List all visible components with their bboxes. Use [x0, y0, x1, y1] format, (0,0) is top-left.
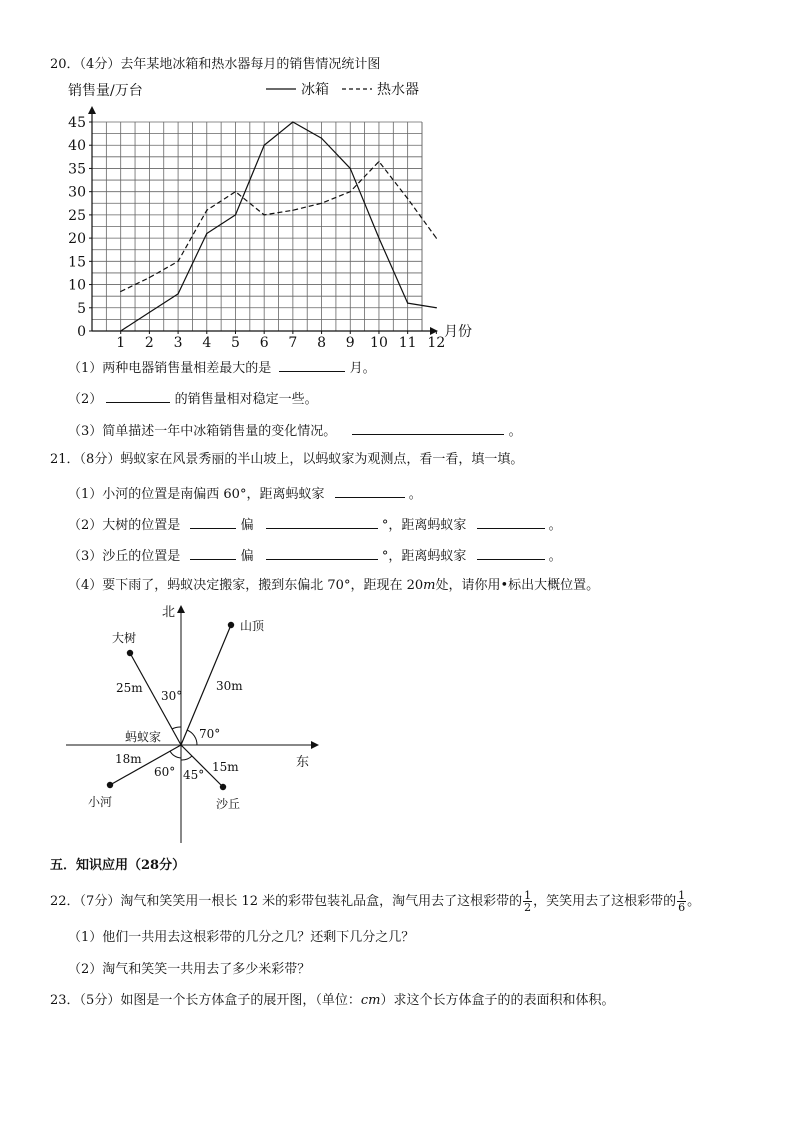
heater-point-2 [149, 277, 150, 278]
y-tick-label: 10 [68, 277, 86, 294]
y-tick-label: 5 [77, 300, 86, 317]
fridge-point-5 [235, 214, 236, 215]
chart-grid [92, 122, 422, 331]
q21-sub4-text: （4）要下雨了，蚂蚁决定搬家，搬到东偏北 70°，距现在 20 [68, 578, 424, 593]
north-label: 北 [162, 605, 176, 620]
fridge-point-1 [120, 330, 121, 331]
q21-sub1 [68, 483, 422, 504]
label-dune: 沙丘 [216, 797, 241, 811]
label-tree: 大树 [112, 631, 137, 645]
x-tick-label: 9 [345, 335, 355, 351]
q21-sub3-suffix: 。 [548, 549, 562, 564]
q23-text-pre: 23．（5分）如图是一个长方体盒子的展开图，（单位： [50, 993, 361, 1008]
heater-point-5 [235, 191, 236, 192]
heater-point-11 [407, 198, 408, 199]
label-river: 小河 [88, 795, 113, 809]
q23-title [50, 992, 614, 1010]
q20-sub3-suffix: 。 [508, 424, 522, 439]
q20-sub1-suffix: 月。 [349, 361, 376, 376]
x-tick-label: 6 [259, 335, 269, 351]
q21-answer-dune-distance[interactable] [477, 545, 545, 560]
heater-point-12 [436, 238, 437, 239]
chart-legend [266, 81, 419, 98]
point-hilltop [228, 622, 234, 628]
x-tick-label: 5 [231, 335, 240, 351]
x-tick-label: 12 [427, 335, 446, 351]
q21-answer-tree-distance[interactable] [477, 514, 545, 529]
y-tick-label: 35 [68, 161, 86, 178]
y-tick-label: 40 [68, 138, 86, 155]
heater-point-4 [206, 210, 207, 211]
q21-sub1-text: （1）小河的位置是南偏西 60°，距离蚂蚁家 [68, 487, 325, 502]
fridge-point-7 [292, 121, 293, 122]
q22-title [50, 889, 700, 915]
point-river [107, 782, 113, 788]
dist-tree: 25m [116, 681, 143, 695]
frac2-denominator: 6 [678, 901, 686, 914]
x-tick-label: 7 [288, 335, 298, 351]
q20-sub3-text: （3）简单描述一年中冰箱销售量的变化情况。 [68, 424, 337, 439]
q22-text-pre: 22．（7分）淘气和笑笑用一根长 12 米的彩带包装礼品盒，淘气用去了这根彩带的 [50, 894, 523, 909]
q21-sub2-dir: 偏 [240, 518, 254, 533]
q21-answer-tree-dir2[interactable] [266, 514, 378, 529]
y-tick-label: 30 [68, 184, 86, 201]
q23-text-post: ）求这个长方体盒子的的表面积和体积。 [380, 993, 615, 1008]
q22-text-mid: ，笑笑用去了这根彩带的 [533, 894, 677, 909]
q21-sub2-mid: °，距离蚂蚁家 [381, 518, 467, 533]
q23-unit: cm [360, 993, 381, 1008]
angle-60: 60° [154, 765, 176, 779]
fridge-point-3 [177, 293, 178, 294]
arc-30 [172, 727, 181, 729]
x-tick-label: 1 [116, 335, 126, 351]
legend-label-fridge: 冰箱 [301, 82, 329, 98]
label-origin: 蚂蚁家 [125, 730, 162, 744]
x-tick-label: 3 [173, 335, 183, 351]
q21-sub4 [68, 577, 599, 595]
q22-sub2: （2）淘气和笑笑一共用去了多少米彩带？ [68, 962, 311, 977]
point-dune [220, 784, 226, 790]
heater-point-1 [120, 291, 121, 292]
y-tick-label: 15 [68, 254, 86, 271]
q21-sub2 [68, 514, 562, 535]
angle-30: 30° [161, 689, 183, 703]
x-tick-label: 2 [144, 335, 154, 351]
q20-sub2 [68, 388, 318, 409]
q20-answer-1[interactable] [279, 357, 345, 372]
q21-sub4-unit: m [423, 578, 436, 593]
dist-dune: 15m [212, 760, 239, 774]
section-5-heading: 五．知识应用（28分） [50, 858, 186, 873]
point-tree [127, 650, 133, 656]
x-tick-label: 4 [202, 335, 212, 351]
sales-line-chart [0, 0, 794, 355]
angle-45: 45° [183, 768, 205, 782]
q20-sub2-prefix: （2） [68, 392, 103, 407]
x-axis-label: 月份 [444, 324, 472, 340]
angle-70: 70° [199, 727, 221, 741]
arc-45 [181, 756, 192, 760]
q20-sub2-text: 的销售量相对稳定一些。 [174, 392, 318, 407]
q22-sub1: （1）他们一共用去这根彩带的几分之几？还剩下几分之几？ [68, 930, 415, 945]
chart-axes [68, 106, 445, 351]
frac1-numerator: 1 [524, 889, 532, 902]
dist-hilltop: 30m [216, 679, 243, 693]
fridge-point-12 [436, 307, 437, 308]
q21-sub3 [68, 545, 562, 566]
x-tick-label: 11 [398, 335, 417, 351]
q21-sub3-text: （3）沙丘的位置是 [68, 549, 181, 564]
q21-answer-dune-dir2[interactable] [266, 545, 378, 560]
q22-text-post: 。 [687, 894, 701, 909]
fridge-point-10 [378, 238, 379, 239]
arc-70 [187, 730, 197, 745]
x-tick-label: 8 [317, 335, 327, 351]
fraction-one-sixth [677, 890, 686, 913]
arc-60 [170, 751, 181, 758]
heater-point-6 [264, 214, 265, 215]
fridge-point-9 [350, 168, 351, 169]
east-label: 东 [296, 755, 310, 770]
q21-sub4-suffix: 处，请你用•标出大概位置。 [435, 578, 600, 593]
q21-sub2-text: （2）大树的位置是 [68, 518, 181, 533]
direction-diagram[interactable] [0, 600, 794, 860]
q21-title: 21．（8分）蚂蚁家在风景秀丽的半山坡上，以蚂蚁家为观测点，看一看，填一填。 [50, 452, 524, 467]
fridge-point-6 [264, 145, 265, 146]
q20-answer-2[interactable] [106, 388, 170, 403]
fraction-one-half [523, 890, 532, 913]
heater-point-10 [378, 161, 379, 162]
y-tick-label: 0 [77, 324, 86, 340]
fridge-point-4 [206, 233, 207, 234]
heater-point-9 [350, 191, 351, 192]
y-axis-label: 销售量/万台 [68, 83, 143, 99]
q20-sub1-text: （1）两种电器销售量相差最大的是 [68, 361, 272, 376]
label-hilltop: 山顶 [240, 619, 265, 633]
q21-sub3-mid: °，距离蚂蚁家 [381, 549, 467, 564]
q21-answer-river-distance[interactable] [335, 483, 405, 498]
fridge-point-8 [321, 138, 322, 139]
q20-sub1 [68, 357, 376, 378]
x-tick-label: 10 [370, 335, 388, 351]
heater-point-8 [321, 203, 322, 204]
y-tick-label: 45 [68, 115, 86, 131]
q21-sub1-suffix: 。 [408, 487, 422, 502]
q20-title: 20．（4分）去年某地冰箱和热水器每月的销售情况统计图 [50, 57, 381, 72]
y-tick-label: 20 [68, 231, 86, 248]
frac1-denominator: 2 [524, 901, 532, 914]
q21-sub3-dir: 偏 [240, 549, 254, 564]
q21-answer-tree-dir1[interactable] [190, 514, 236, 529]
y-axis-arrow [88, 106, 96, 114]
q21-answer-dune-dir1[interactable] [190, 545, 236, 560]
heater-point-3 [177, 261, 178, 262]
fridge-point-11 [407, 303, 408, 304]
q20-sub3 [68, 420, 522, 441]
fridge-point-2 [149, 312, 150, 313]
q21-sub2-suffix: 。 [548, 518, 562, 533]
q20-answer-3[interactable] [352, 420, 504, 435]
frac2-numerator: 1 [678, 889, 686, 902]
dist-river: 18m [115, 752, 142, 766]
legend-label-heater: 热水器 [377, 82, 419, 98]
heater-point-7 [292, 210, 293, 211]
y-tick-label: 25 [68, 207, 86, 224]
